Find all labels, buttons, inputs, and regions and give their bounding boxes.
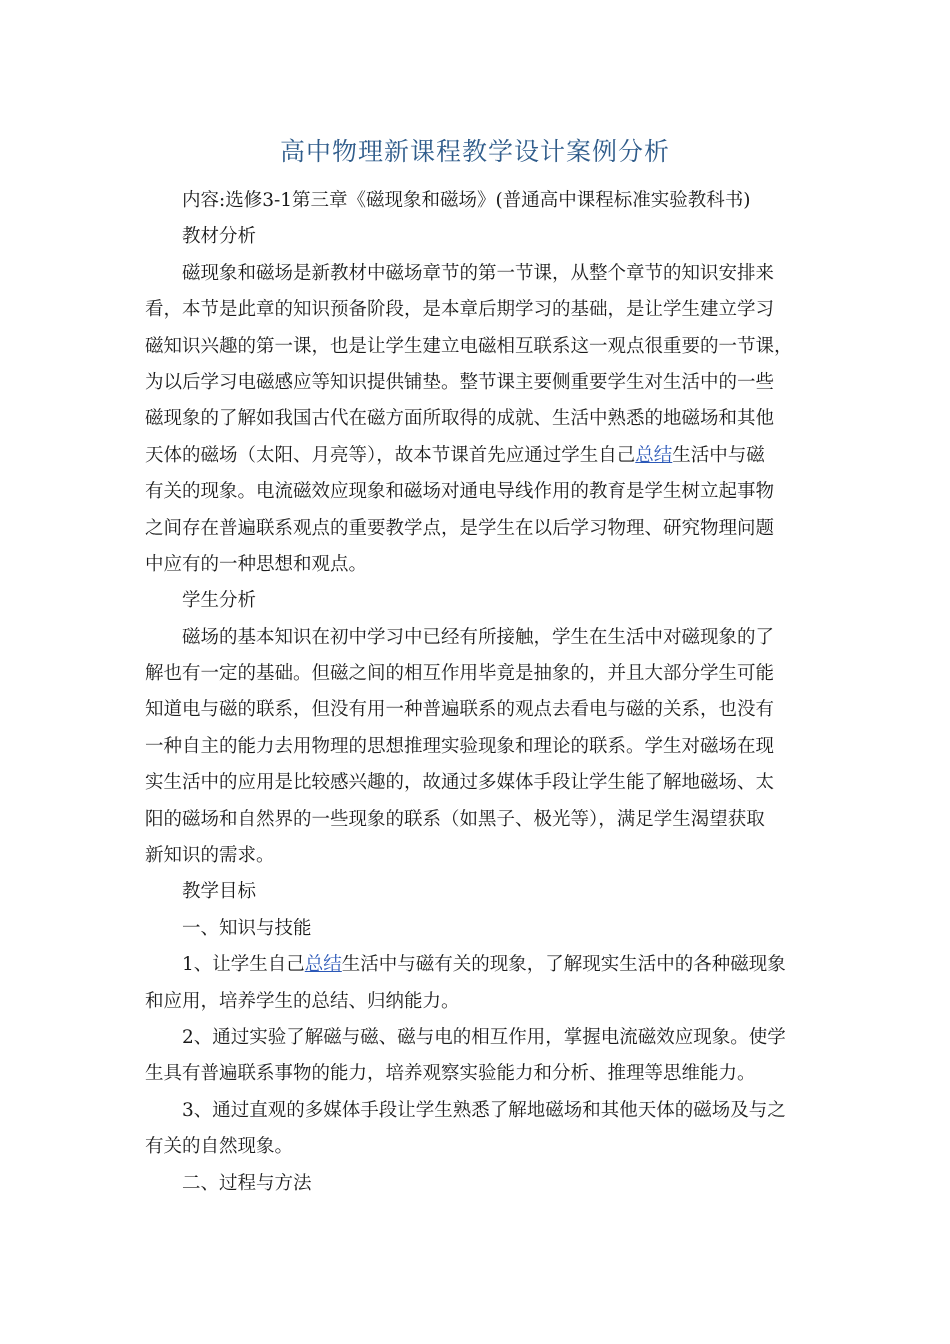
paragraph-line: 实生活中的应用是比较感兴趣的，故通过多媒体手段让学生能了解地磁场、太 <box>145 772 775 794</box>
section-heading-teaching-goals: 教学目标 <box>182 881 257 903</box>
paragraph-line: 磁场的基本知识在初中学习中已经有所接触，学生在生活中对磁现象的了 <box>182 626 775 648</box>
document-title: 高中物理新课程教学设计案例分析 <box>279 137 670 166</box>
paragraph-line: 磁现象和磁场是新教材中磁场章节的第一节课，从整个章节的知识安排来 <box>182 262 775 284</box>
content-line: 内容:选修3-1第三章《磁现象和磁场》(普通高中课程标准实验教科书) <box>182 190 751 211</box>
paragraph-line: 有关的现象。电流磁效应现象和磁场对通电导线作用的教育是学生树立起事物 <box>145 481 775 503</box>
text-segment: 生活中与磁有关的现象，了解现实生活中的各种磁现象 <box>341 954 786 976</box>
summary-link[interactable]: 总结 <box>304 954 342 976</box>
goal-item-2: 2、通过实验了解磁与磁、磁与电的相互作用，掌握电流磁效应现象。使学 <box>182 1026 786 1048</box>
paragraph-line: 阳的磁场和自然界的一些现象的联系（如黑子、极光等），满足学生渴望获取 <box>145 808 765 830</box>
paragraph-line: 一种自主的能力去用物理的思想推理实验现象和理论的联系。学生对磁场在现 <box>145 735 775 757</box>
paragraph-line: 解也有一定的基础。但磁之间的相互作用毕竟是抽象的，并且大部分学生可能 <box>145 663 775 685</box>
paragraph-line: 新知识的需求。 <box>145 845 275 867</box>
paragraph-line: 之间存在普遍联系观点的重要教学点，是学生在以后学习物理、研究物理问题 <box>145 517 775 539</box>
goal-item-3: 3、通过直观的多媒体手段让学生熟悉了解地磁场和其他天体的磁场及与之 <box>182 1099 786 1121</box>
paragraph-line: 磁现象的了解如我国古代在磁方面所取得的成就、生活中熟悉的地磁场和其他 <box>145 408 775 430</box>
goal-item-1 <box>145 947 825 983</box>
paragraph-line: 生具有普遍联系事物的能力，培养观察实验能力和分析、推理等思维能力。 <box>145 1063 756 1085</box>
paragraph-line: 为以后学习电磁感应等知识提供铺垫。整节课主要侧重要学生对生活中的一些 <box>145 371 775 393</box>
summary-link[interactable]: 总结 <box>635 444 673 466</box>
paragraph-line: 知道电与磁的联系，但没有用一种普遍联系的观点去看电与磁的关系，也没有 <box>145 699 775 721</box>
paragraph-line <box>145 438 825 474</box>
paragraph-line: 看，本节是此章的知识预备阶段，是本章后期学习的基础，是让学生建立学习 <box>145 299 775 321</box>
paragraph-line: 和应用，培养学生的总结、归纳能力。 <box>145 990 460 1012</box>
document-body <box>145 183 825 1202</box>
text-segment: 1、让学生自己 <box>182 954 305 976</box>
section-heading-textbook-analysis: 教材分析 <box>182 226 257 248</box>
text-segment: 生活中与磁 <box>672 444 765 466</box>
subheading-knowledge-skills: 一、知识与技能 <box>182 917 312 939</box>
text-segment: 天体的磁场（太阳、月亮等），故本节课首先应通过学生自己 <box>145 444 636 466</box>
subheading-process-methods: 二、过程与方法 <box>182 1172 312 1194</box>
paragraph-line: 有关的自然现象。 <box>145 1136 294 1158</box>
section-heading-student-analysis: 学生分析 <box>182 590 257 612</box>
paragraph-line: 磁知识兴趣的第一课，也是让学生建立电磁相互联系这一观点很重要的一节课， <box>145 335 793 357</box>
paragraph-line: 中应有的一种思想和观点。 <box>145 553 368 575</box>
